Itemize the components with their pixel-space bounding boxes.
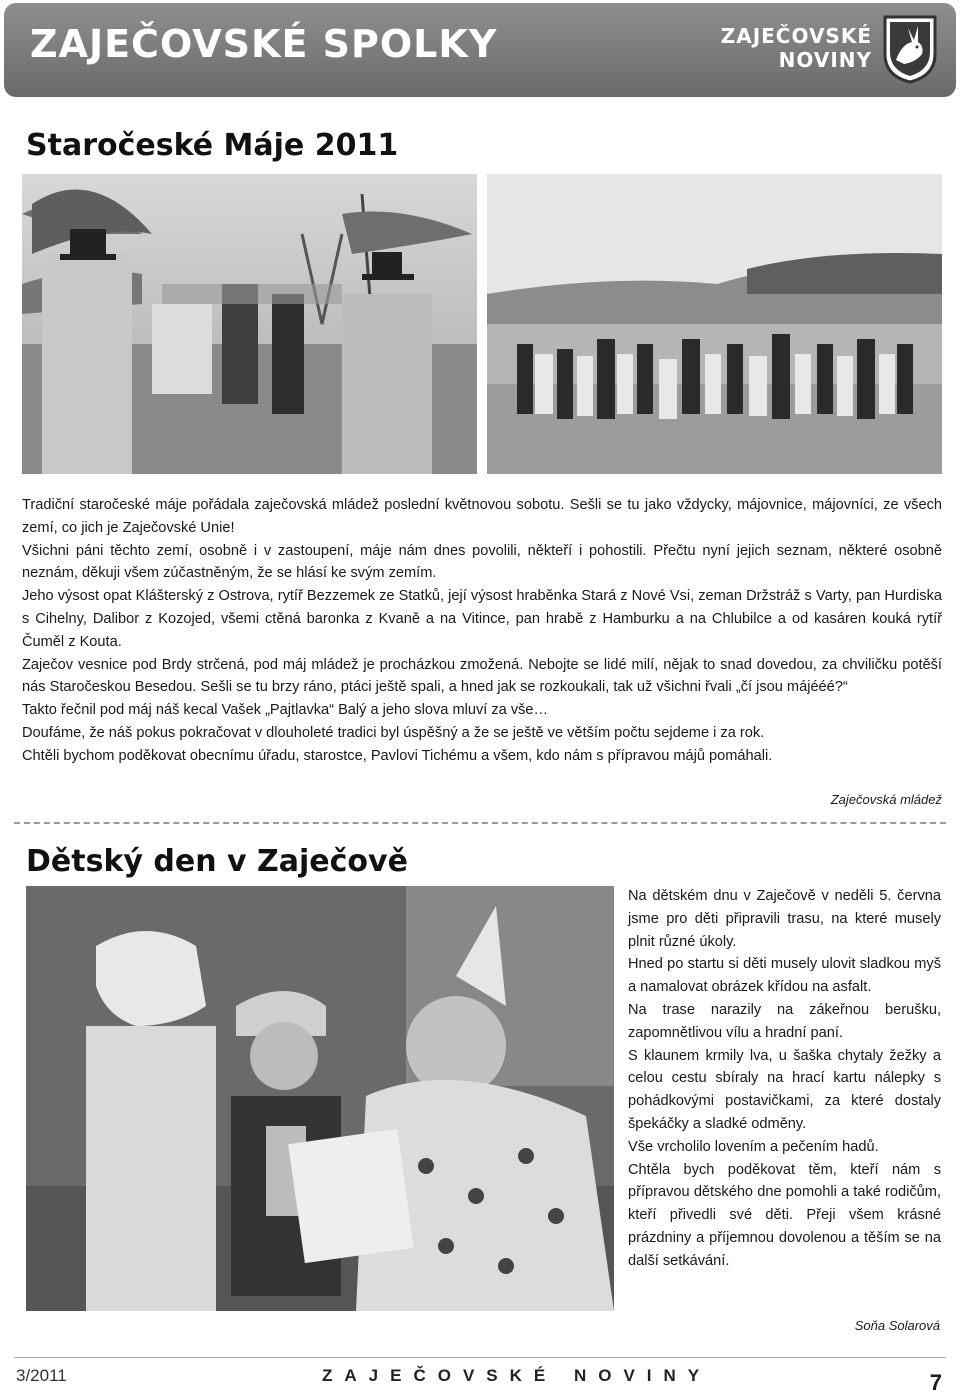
article2-body	[628, 885, 941, 1273]
article1-paragraph: Takto řečnil pod máj náš kecal Vašek „Pajtlavka“ Balý a jeho slova mluví za vše…	[22, 702, 549, 719]
article1-paragraph: Chtěli bychom poděkovat obecnímu úřadu, starostce, Pavlovi Tichému a všem, kdo nám s přípravou májů pomáhali.	[22, 747, 773, 764]
article1-paragraph: Jeho výsost opat Klášterský z Ostrova, rytíř Bezzemek ze Statků, její výsost hraběnka Stará z Nové Vsi, zeman Držstráž s Varty, pan Hurdiska s Cihelny, Dalibor z Kozojed, všemi ctěná baronka z Kvaně a na Vitince, pan hrabě z Hamburku a na Chlubilce a od kasáren kouká rytíř Čuměl z Kouta.	[22, 588, 942, 650]
section-title: ZAJEČOVSKÉ SPOLKY	[30, 22, 498, 66]
issue-number: 3/2011	[16, 1366, 67, 1385]
photo-maje-procession	[22, 174, 477, 474]
article1-signature: Zaječovská mládež	[830, 792, 942, 807]
page-number: 7	[929, 1370, 942, 1395]
article1-paragraph: Zaječov vesnice pod Brdy strčená, pod máj mládež je procházkou zmožená. Nebojte se lidé milí, nějak to snad dovedou, za chviličku potěší nás Staročeskou Besedou. Sešli se tu brzy ráno, ptáci ještě spali, a hned jak se rozkoukali, tak už všichni řvali „čí jsou májééé?“	[22, 656, 942, 696]
article2-paragraph: Chtěla bych poděkovat těm, kteří nám s přípravou dětského dne pomohli a také rodičům, kteří přivedli své děti. Přeji všem krásné prázdniny a příjemnou dovolenou a těším se na další setkávání.	[628, 1161, 941, 1269]
article1-paragraph: Tradiční staročeské máje pořádala zaječovská mládež poslední květnovou sobotu. Sešli se tu jako vždycky, májovnice, májovníci, ze všech zemí, co jich je Zaječovské Unie!	[22, 497, 942, 536]
article-title-detsky-den: Dětský den v Zaječově	[26, 844, 408, 879]
article1-paragraph: Doufáme, že náš pokus pokračovat v dlouholeté tradici byl úspěšný a že se ještě ve větším počtu sejdeme i za rok.	[22, 724, 765, 741]
brand-line2: NOVINY	[778, 48, 872, 72]
article2-paragraph: Na dětském dnu v Zaječově v neděli 5. června jsme pro děti připravili trasu, na které musely plnit různé úkoly.	[628, 888, 941, 950]
article2-paragraph: S klaunem krmily lva, u šaška chytaly žežky a celou cestu sbíraly na hrací kartu nálepky s pohádkovými postavičkami, za které dostaly špekáčky a sladké odměny.	[628, 1047, 941, 1132]
footer-title: ZAJEČOVSKÉ NOVINY	[322, 1366, 712, 1385]
article2-paragraph: Na trase narazily na zákeřnou berušku, zapomnětlivou vílu a hradní paní.	[628, 1001, 941, 1041]
photo-maje-dance-circle	[487, 174, 942, 474]
photo-detsky-den-clown	[26, 886, 614, 1311]
article-title-maje: Staročeské Máje 2011	[26, 128, 399, 163]
article1-body	[22, 494, 942, 768]
article-divider	[14, 822, 946, 824]
brand-line1: ZAJEČOVSKÉ	[720, 24, 872, 48]
article2-paragraph: Hned po startu si děti musely ulovit sladkou myš a namalovat obrázek křídou na asfalt.	[628, 956, 941, 996]
article2-signature: Soňa Solarová	[854, 1318, 940, 1333]
coat-of-arms-hare-icon	[882, 14, 938, 84]
article2-paragraph: Vše vrcholilo lovením a pečením hadů.	[628, 1138, 879, 1155]
footer-rule	[14, 1357, 946, 1358]
newspaper-brand	[721, 24, 872, 72]
article1-paragraph: Všichni páni těchto zemí, osobně i v zastoupení, máje nám dnes povolili, někteří i pohostili. Přečtu nyní jejich seznam, některé osobně neznám, děkuji všem zúčastněným, že se hlásí ke svým zemím.	[22, 542, 942, 582]
